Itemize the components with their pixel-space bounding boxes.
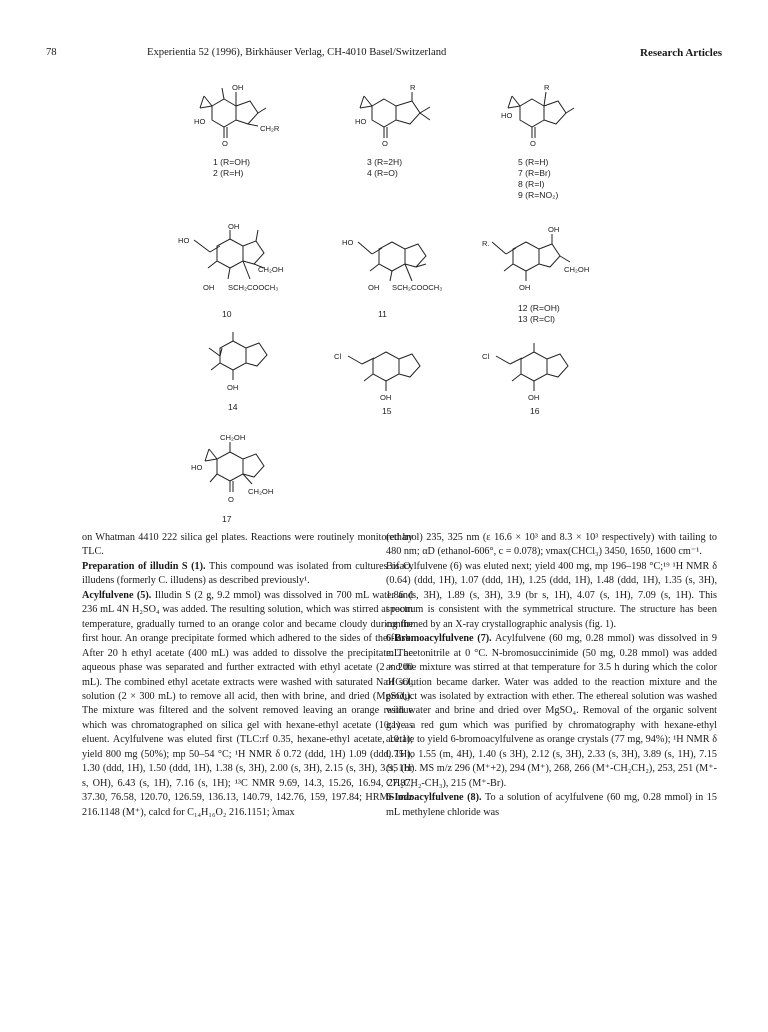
label-ch2oh: CH₂OH — [220, 433, 246, 442]
label-ho: HO — [191, 463, 203, 472]
compound-16: 16 — [530, 406, 540, 416]
paragraph-heading: Acylfulvene (5). — [82, 589, 152, 601]
compound-15: 15 — [382, 406, 392, 416]
label-ho: HO — [342, 238, 354, 247]
compound-8: 8 (R=I) — [518, 179, 545, 189]
label-cl: Cl — [482, 352, 490, 361]
paragraph-heading: 6-Bromoacylfulvene (7). — [386, 633, 492, 645]
label-o: O — [382, 139, 388, 148]
paragraph-heading: Preparation of illudin S (1). — [82, 560, 206, 572]
section-title: Research Articles — [640, 47, 722, 59]
label-r-dot: R. — [482, 239, 490, 248]
label-ch2oh: CH₂OH — [248, 487, 274, 496]
text-column-left — [82, 531, 413, 820]
paragraph: (ethanol) 235, 325 nm (ε 16.6 × 10³ and 8.3 × 10³ respectively) with tailing to 480 nm; αD (ethanol-606°, c = 0.078); νmax(CHCl₃) 3450, 1650, 1600 cm⁻¹. — [386, 532, 717, 558]
paragraph — [386, 632, 717, 791]
structure-17 — [205, 442, 264, 492]
compound-1: 1 (R=OH) — [213, 157, 251, 167]
structure-15 — [348, 352, 420, 391]
compound-13: 13 (R=Cl) — [518, 314, 556, 324]
label-ho: HO — [355, 117, 367, 126]
label-oh: OH — [548, 225, 560, 234]
paragraph: on Whatman 4410 222 silica gel plates. Reactions were routinely monitored by TLC. — [82, 532, 413, 558]
label-o: O — [530, 139, 536, 148]
compound-5: 5 (R=H) — [518, 157, 549, 167]
structure-14 — [209, 332, 267, 380]
page-number: 78 — [46, 47, 57, 58]
label-sch2cooch3: SCH₂COOCH₃ — [228, 283, 279, 292]
paragraph-body: To a solution of acylfulvene (60 mg, 0.28 mmol) in 15 mL methylene chloride was — [386, 792, 717, 818]
paragraph — [82, 589, 413, 820]
label-oh: OH — [203, 283, 215, 292]
label-ho: HO — [501, 111, 513, 120]
structure-3-4 — [360, 92, 430, 138]
paragraph — [82, 560, 413, 589]
compound-9: 9 (R=NO₂) — [518, 190, 559, 200]
structure-1-2 — [200, 88, 266, 138]
structure-5-9 — [508, 92, 574, 138]
label-r: R — [544, 83, 550, 92]
label-oh: OH — [519, 283, 531, 292]
compound-11: 11 — [378, 309, 387, 319]
compound-12: 12 (R=OH) — [518, 303, 560, 313]
label-ho: HO — [194, 117, 206, 126]
compound-2: 2 (R=H) — [213, 168, 244, 178]
label-cl: Cl — [334, 352, 342, 361]
label-r: R — [410, 83, 416, 92]
journal-citation: Experientia 52 (1996), Birkhäuser Verlag, CH-4010 Basel/Switzerland — [147, 47, 447, 58]
compound-3: 3 (R=2H) — [367, 157, 403, 167]
label-ch2oh: CH₂OH — [564, 265, 590, 274]
paragraph: Bisacylfulvene (6) was eluted next; yield 400 mg, mp 196–198 °C;¹⁹ ¹H NMR δ (0.64) (ddd, 1H), 1.07 (ddd, 1H), 1.25 (ddd, 1H), 1.48 (ddd, 1H), 1.35 (s, 3H), 1.86 (s, 3H), 1.89 (s, 3H), 3.9 (br s, 1H), 4.07 (s, 1H), 7.09 (s, 1H). This spectrum is consistent with the symmetrical structure. The structure has been confirmed by an X-ray crystallographic analysis (fig. 1). — [386, 560, 717, 630]
text-column-right — [386, 531, 717, 820]
label-o: O — [222, 139, 228, 148]
label-ch2r: CH₂R — [260, 124, 280, 133]
compound-4: 4 (R=O) — [367, 168, 398, 178]
structure-12-13 — [492, 234, 570, 281]
label-ho: HO — [178, 236, 190, 245]
structure-11 — [358, 242, 426, 281]
paragraph — [386, 791, 717, 820]
label-oh: OH — [528, 393, 540, 402]
compound-7: 7 (R=Br) — [518, 168, 551, 178]
paragraph-body: Illudin S (2 g, 9.2 mmol) was dissolved in 700 mL water and 236 mL 4N H₂SO₄ was added. The resulting solution, which was stirred at room temperature, gradually turned to an orange color and became cloudy during the first hour. An orange precipitate formed which adhered to the sides of the flask. After 20 h ethyl acetate (400 mL) was added to dissolve the precipitate. The aqueous phase was separated and further extracted with ethyl acetate (2 × 200 mL). The combined ethyl acetate extracts were washed with saturated NaHCO₃ solution (2 × 300 mL) to remove all acid, then with brine, and dried (MgSO₄). The mixture was filtered and the solvent removed leaving an orange residue which was chromatographed on silica gel with hexane-ethyl acetate (10:1) as eluent. Acylfulvene was eluted first (TLC:rf 0.35, hexane-ethyl acetate, 10:1); yield 800 mg (50%); mp 50–54 °C; ¹H NMR δ 0.72 (ddd, 1H) 1.09 (ddd, 1H), 1.30 (ddd, 1H), 1.50 (ddd, 1H), 1.38 (s, 3H), 2.00 (s, 3H), 2.15 (s, 3H), 3.95 (br s, OH), 6.43 (s, 1H), 7.16 (s, 1H); ¹³C NMR 9.69, 14.3, 15.26, 16.94, 27.87, 37.30, 76.58, 120.70, 126.59, 136.13, 140.79, 142.76, 159, 197.84; HRMS m/z 216.1148 (M⁺), calcd for C₁₄H₁₆O₂ 216.1151; λmax — [82, 589, 414, 818]
label-oh: OH — [368, 283, 380, 292]
label-o: O — [228, 495, 234, 504]
structure-10 — [194, 230, 264, 279]
paragraph-heading: 6-Iodoacylfulvene (8). — [386, 792, 482, 804]
paragraph-body: This compound was isolated from cultures of O. illudens (formerly C. illudens) as described previously¹. — [82, 560, 413, 587]
label-oh: OH — [227, 383, 239, 392]
label-oh: OH — [380, 393, 392, 402]
compound-17: 17 — [222, 514, 232, 524]
paragraph-body: Acylfulvene (60 mg, 0.28 mmol) was dissolved in 9 mL acetonitrile at 0 °C. N-bromosuccinimide (50 mg, 0.28 mmol) was added and the mixture was stirred at that temperature for 3.5 h during which the color of solution became darker. Water was added to the reaction mixture and the product was isolated by extraction with ether. The ethereal solution was washed with water and brine and dried over MgSO₄. Removal of the organic solvent gave a red gum which was purified by chromatography with hexane-ethyl acetate to yield 6-bromoacylfulvene as orange crystals (77 mg, 94%); ¹H NMR δ 0.75 to 1.55 (m, 4H), 1.40 (s 3H), 2.12 (s, 3H), 2.33 (s, 3H), 3.89 (s, 1H), 7.15 (s, 1H). MS m/z 296 (M⁺+2), 294 (M⁺), 268, 266 (M⁺-CH₂CH₂), 253, 251 (M⁺-CH₂CH₂-CH₃), 215 (M⁺-Br). — [386, 633, 717, 789]
label-sch2cooch3: SCH₂COOCH₃ — [392, 283, 443, 292]
compound-14: 14 — [228, 402, 238, 412]
compound-10: 10 — [222, 309, 232, 319]
structure-16 — [496, 343, 568, 391]
label-ch2oh: CH₂OH — [258, 265, 284, 274]
label-oh: OH — [232, 83, 244, 92]
label-oh: OH — [228, 222, 240, 231]
